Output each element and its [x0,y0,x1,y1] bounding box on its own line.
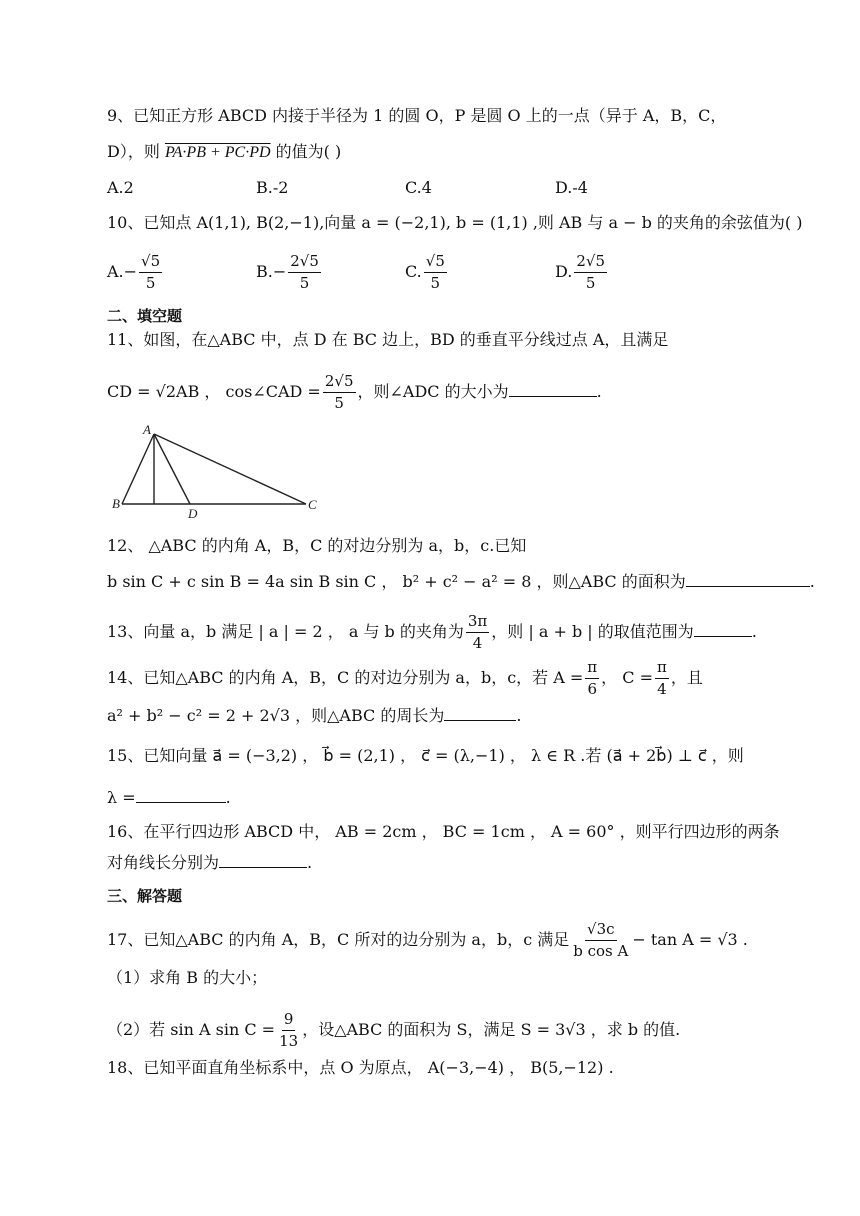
q16-answer-blank[interactable] [219,853,307,868]
q17-frac-den: b cos A [573,942,629,960]
q10-option-b-den: 5 [299,274,310,292]
q10-text: 10、已知点 A(1,1), B(2,−1),向量 a = (−2,1), b = (1,1) ,则 AB 与 a − b 的夹角的余弦值为( ) [107,213,803,232]
q12-end: . [809,572,815,591]
q15-line2-text: λ = [107,788,136,807]
q14-end: . [516,706,522,725]
q9-option-a: A.2 [107,178,134,197]
q10-option-d-label: D. [555,262,573,281]
q12-answer-blank[interactable] [686,572,810,587]
q17-sub2-post: ，设△ABC 的面积为 S，满足 S = 3√3 ，求 b 的值. [302,1020,681,1039]
q10-option-c-fraction [424,252,447,293]
q10-option-b-num: 2√5 [288,252,321,273]
q10-option-d-num: 2√5 [574,252,607,273]
q17-line1-post: − tan A = √3 . [632,930,748,949]
q13-post: ，则 | a + b | 的取值范围为 [491,622,694,641]
q13-frac-num: 3π [466,612,489,633]
q13-fraction [466,612,489,653]
q11-line2 [107,372,602,413]
q13-line [107,612,757,653]
fig-label-d: D [188,506,198,520]
q17-sub2-num: 9 [282,1010,296,1031]
q16-line1: 16、在平行四边形 ABCD 中， AB = 2cm ， BC = 1cm ， A = 60° ，则平行四边形的两条 [107,822,780,841]
q14-line2-text: a² + b² − c² = 2 + 2√3 ，则△ABC 的周长为 [107,706,445,725]
q13-frac-den: 4 [472,634,483,652]
q10-option-c-den: 5 [430,274,441,292]
q17-line1 [107,920,748,961]
q14-mid: ， C = [601,668,653,687]
q15-answer-blank[interactable] [136,788,226,803]
q16-line2-text: 对角线长分别为 [107,853,220,872]
q14-fraction-c-den: 4 [657,680,667,698]
fig-side-ab [122,434,154,504]
section-answer-heading: 三、解答题 [107,887,183,905]
q14-line2 [107,706,521,726]
fig-label-a: A [143,422,151,437]
q11-line1: 11、如图，在△ABC 中，点 D 在 BC 边上，BD 的垂直平分线过点 A，且满足 [107,330,669,349]
q14-fraction-c [655,658,669,699]
q9-option-b: B.-2 [256,178,289,197]
fig-label-c: C [308,497,317,512]
q10-option-c [405,252,449,293]
q14-line1-post: ，且 [670,668,703,687]
q17-line1-pre: 17、已知△ABC 的内角 A，B，C 所对的边分别为 a，b，c 满足 [107,930,570,949]
q14-line1-pre: 14、已知△ABC 的内角 A，B，C 的对边分别为 a，b，c，若 A = [107,668,584,687]
q14-fraction-a-den: 6 [587,680,597,698]
q17-sub2-pre: （2）若 sin A sin C = [107,1020,276,1039]
q17-sub2 [107,1010,680,1051]
q16-end: . [307,853,313,872]
q10-option-d-den: 5 [585,274,596,292]
q11-triangle-figure [110,420,330,520]
q13-end: . [751,622,757,641]
q16-line2 [107,853,312,873]
q9-line2-post: 的值为( ) [275,142,342,161]
q11-answer-blank[interactable] [509,382,597,397]
q14-line1 [107,658,703,699]
q15-line1: 15、已知向量 a⃗ = (−3,2) ， b⃗ = (2,1) ， c⃗ = (λ,−1) ， λ ∈ R .若 (a⃗ + 2b⃗) ⊥ c⃗ ，则 [107,746,744,765]
fig-side-ad [154,434,190,504]
section-fill-in-heading: 二、填空题 [107,307,183,325]
q17-sub2-den: 13 [279,1032,299,1050]
q12-line2-text: b sin C + c sin B = 4a sin B sin C ， b² + c² − a² = 8 ，则△ABC 的面积为 [107,572,686,591]
fig-side-ac [154,434,306,504]
q9-line1: 9、已知正方形 ABCD 内接于半径为 1 的圆 O，P 是圆 O 上的一点（异于 A，B，C， [107,106,727,125]
q17-frac-num: √3c [585,920,617,941]
q14-answer-blank[interactable] [444,706,516,721]
q10-option-d [555,252,609,293]
q10-option-b-label: B.− [256,262,287,281]
q11-end: . [596,382,602,401]
q11-frac-num: 2√5 [323,372,356,393]
q13-answer-blank[interactable] [694,622,752,637]
q9-vector-expression: PA·PB + PC·PD [164,144,271,161]
q10-option-a-label: A.− [107,262,138,281]
q10-option-c-num: √5 [424,252,447,273]
q18-line1: 18、已知平面直角坐标系中，点 O 为原点， A(−3,−4) ， B(5,−12) . [107,1058,614,1077]
q11-line2-post: ，则∠ADC 的大小为 [357,382,509,401]
q9-line2 [107,142,341,163]
q10-option-d-fraction [574,252,607,293]
q12-line1: 12、 △ABC 的内角 A，B，C 的对边分别为 a，b，c.已知 [107,536,527,555]
q15-end: . [225,788,231,807]
q11-line2-pre: CD = √2AB ， cos∠CAD = [107,382,321,401]
q12-line2 [107,572,815,592]
q10-option-a-num: √5 [139,252,162,273]
q9-option-c: C.4 [405,178,432,197]
q17-fraction [571,920,630,961]
q13-pre: 13、向量 a，b 满足 | a | = 2 ， a 与 b 的夹角为 [107,622,464,641]
q10-option-a [107,252,164,293]
fig-label-b: B [112,496,120,511]
q14-fraction-a-num: π [585,658,599,679]
q17-sub2-fraction [277,1010,300,1051]
q11-frac-den: 5 [334,394,344,412]
q9-option-d: D.-4 [555,178,588,197]
q15-line2 [107,788,231,808]
q14-fraction-c-num: π [655,658,669,679]
q10-option-b-fraction [288,252,321,293]
q10-option-c-label: C. [405,262,422,281]
q9-line2-pre: D），则 [107,142,160,161]
q14-fraction-a [585,658,599,699]
q10-option-a-den: 5 [145,274,156,292]
q17-sub1: （1）求角 B 的大小； [107,968,268,987]
q11-fraction [323,372,356,413]
q10-option-a-fraction [139,252,162,293]
q10-option-b [256,252,323,293]
